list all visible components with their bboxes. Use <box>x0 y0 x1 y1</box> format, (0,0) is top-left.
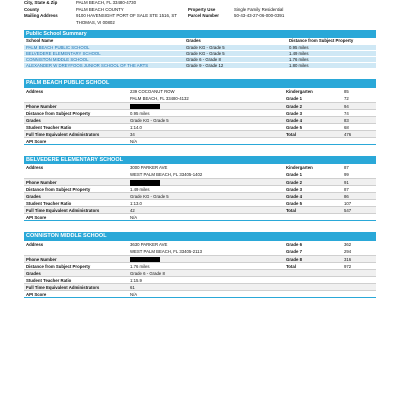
table-cell: 1.80 miles <box>287 62 376 68</box>
detail-row <box>24 130 376 137</box>
detail-row <box>24 262 376 269</box>
property-header <box>24 0 376 26</box>
detail-row <box>24 213 376 220</box>
detail-row <box>24 248 376 255</box>
school-name-link[interactable]: CONNISTON MIDDLE SCHOOL <box>24 56 184 62</box>
table-cell: Grade 9 - Grade 12 <box>184 62 287 68</box>
ratio-value: 1:15.9 <box>130 277 142 283</box>
enrollment-total-label: Total <box>286 208 296 213</box>
enrollment-label: Grade 1 <box>286 172 303 177</box>
enrollment-value: 74 <box>344 110 349 116</box>
redacted-phone <box>130 104 160 110</box>
api-value: N/A <box>130 138 138 144</box>
address-line1: 3630 PARKER AVE <box>130 241 168 247</box>
header-value: PALM BEACH, FL 33480-4730 <box>76 0 137 5</box>
ratio-label: Student Teacher Ratio <box>26 124 72 130</box>
enrollment-value: 99 <box>344 172 349 177</box>
school-summary-table <box>24 38 376 68</box>
detail-row <box>24 171 376 178</box>
api-label: API Score <box>26 215 47 220</box>
enrollment-value: 294 <box>344 248 352 254</box>
grades-label: Grades <box>26 117 41 123</box>
address-label: Address <box>26 88 44 94</box>
detail-row <box>24 290 376 297</box>
detail-row <box>24 255 376 262</box>
grades-label: Grades <box>26 270 41 276</box>
enrollment-value: 72 <box>344 95 349 101</box>
address-label: Address <box>26 241 44 247</box>
api-value: N/A <box>130 215 138 220</box>
spacer <box>24 171 130 178</box>
header-value: 9100 HAVENSIGHT PORT OF SALE STE 1516, ST THOMAS, VI 00802 <box>76 13 177 25</box>
school-title: BELVEDERE ELEMENTARY SCHOOL <box>24 156 376 165</box>
detail-row <box>24 102 376 109</box>
enrollment-value: 316 <box>344 256 352 262</box>
phone-value <box>130 103 284 109</box>
enrollment-value: 94 <box>344 103 349 109</box>
detail-row <box>24 241 376 248</box>
redacted-phone <box>130 257 160 263</box>
spacer <box>24 95 130 102</box>
detail-row <box>24 185 376 192</box>
admins-label: Full Time Equivalent Administrators <box>26 208 100 213</box>
api-value: N/A <box>130 291 138 297</box>
address-line1: 3000 PARKER AVE <box>130 165 168 170</box>
enrollment-value: 362 <box>344 241 352 247</box>
header-label: Mailing Address <box>24 13 58 18</box>
spacer <box>24 248 130 255</box>
enrollment-label: Grade 2 <box>286 103 303 109</box>
enrollment-value: 107 <box>344 201 352 206</box>
api-label: API Score <box>26 138 47 144</box>
phone-value <box>130 256 284 262</box>
ratio-value: 1:14.0 <box>130 124 142 130</box>
enrollment-label: Kindergarten <box>286 88 313 94</box>
school-name-link[interactable]: PALM BEACH PUBLIC SCHOOL <box>24 44 184 50</box>
enrollment-total-label: Total <box>286 131 296 137</box>
enrollment-total-value: 972 <box>344 263 352 269</box>
school-details <box>24 88 376 145</box>
enrollment-value: 91 <box>344 180 349 185</box>
phone-label: Phone Number <box>26 256 57 262</box>
document <box>24 0 376 298</box>
column-header: Distance from Subject Property <box>287 38 376 44</box>
distance-value: 1.76 miles <box>130 263 150 269</box>
api-label: API Score <box>26 291 47 297</box>
detail-row <box>24 123 376 130</box>
admins-label: Full Time Equivalent Administrators <box>26 284 100 290</box>
school-section <box>24 79 376 145</box>
ratio-value: 1:13.0 <box>130 201 142 206</box>
redacted-phone <box>130 180 160 186</box>
admins-label: Full Time Equivalent Administrators <box>26 131 100 137</box>
detail-row <box>24 88 376 95</box>
detail-row <box>24 269 376 276</box>
detail-row <box>24 164 376 171</box>
enrollment-label: Grade 7 <box>286 248 303 254</box>
table-cell: Grade KG - Grade 5 <box>184 44 287 50</box>
detail-row <box>24 137 376 144</box>
school-title: CONNISTON MIDDLE SCHOOL <box>24 232 376 241</box>
enrollment-value: 83 <box>344 117 349 123</box>
school-name-link[interactable]: BELVEDERE ELEMENTARY SCHOOL <box>24 50 184 56</box>
enrollment-label: Grade 5 <box>286 124 303 130</box>
distance-label: Distance from Subject Property <box>26 263 91 269</box>
phone-label: Phone Number <box>26 103 57 109</box>
grades-label: Grades <box>26 194 41 199</box>
enrollment-value: 68 <box>344 124 349 130</box>
detail-row <box>24 95 376 102</box>
enrollment-total-label: Total <box>286 263 296 269</box>
enrollment-value: 87 <box>344 165 349 170</box>
header-value: PALM BEACH COUNTY <box>76 6 124 12</box>
enrollment-label: Kindergarten <box>286 165 313 170</box>
detail-row <box>24 192 376 199</box>
enrollment-label: Grade 4 <box>286 194 303 199</box>
school-title: PALM BEACH PUBLIC SCHOOL <box>24 79 376 88</box>
address-label: Address <box>26 165 44 170</box>
detail-row <box>24 276 376 283</box>
school-details <box>24 241 376 298</box>
school-name-link[interactable]: ALEXANDER W DREYFOOS JUNIOR SCHOOL OF THE ARTS <box>24 62 184 68</box>
header-label: County <box>24 6 40 12</box>
address-line2: WEST PALM BEACH, FL 33405-1402 <box>130 172 203 177</box>
detail-row <box>24 283 376 290</box>
header-label: Property Use <box>188 6 216 12</box>
phone-value <box>130 179 284 185</box>
distance-label: Distance from Subject Property <box>26 187 91 192</box>
detail-row <box>24 206 376 213</box>
enrollment-label: Grade 1 <box>286 95 303 101</box>
admins-value: 61 <box>130 284 135 290</box>
ratio-label: Student Teacher Ratio <box>26 201 72 206</box>
address-line1: 239 COCOANUT ROW <box>130 88 175 94</box>
enrollment-value: 85 <box>344 88 349 94</box>
table-cell: 1.49 miles <box>287 50 376 56</box>
enrollment-value: 86 <box>344 194 349 199</box>
address-line2: WEST PALM BEACH, FL 33405-2113 <box>130 248 202 254</box>
grades-value: Grade KG - Grade 5 <box>130 194 169 199</box>
school-section <box>24 156 376 222</box>
table-cell: 1.76 miles <box>287 56 376 62</box>
summary-title: Public School Summary <box>24 30 376 38</box>
column-header: Grades <box>184 38 287 44</box>
column-header: School Name <box>24 38 184 44</box>
distance-value: 1.49 miles <box>130 187 150 192</box>
address-line2: PALM BEACH, FL 33480-4132 <box>130 95 189 101</box>
enrollment-label: Grade 3 <box>286 187 303 192</box>
header-value: Single Family Residential <box>234 6 284 12</box>
grades-value: Grade 6 - Grade 8 <box>130 270 165 276</box>
phone-label: Phone Number <box>26 180 57 185</box>
enrollment-total-value: 547 <box>344 208 352 213</box>
enrollment-label: Grade 6 <box>286 241 303 247</box>
enrollment-total-value: 476 <box>344 131 352 137</box>
header-value: 50-43-43-27-06-000-0391 <box>234 13 285 18</box>
detail-row <box>24 178 376 185</box>
detail-row <box>24 109 376 116</box>
detail-row <box>24 116 376 123</box>
distance-value: 0.95 miles <box>130 110 150 116</box>
enrollment-label: Grade 4 <box>286 117 303 123</box>
admins-value: 42 <box>130 208 135 213</box>
enrollment-label: Grade 3 <box>286 110 303 116</box>
school-details <box>24 164 376 221</box>
grades-value: Grade KG - Grade 5 <box>130 117 169 123</box>
table-row <box>24 62 376 68</box>
table-cell: 0.95 miles <box>287 44 376 50</box>
detail-row <box>24 199 376 206</box>
school-section <box>24 232 376 298</box>
header-row <box>24 13 376 25</box>
enrollment-label: Grade 5 <box>286 201 303 206</box>
header-label: Parcel Number <box>188 13 219 18</box>
table-cell: Grade KG - Grade 5 <box>184 50 287 56</box>
header-label: City, State & Zip <box>24 0 58 5</box>
distance-label: Distance from Subject Property <box>26 110 91 116</box>
table-cell: Grade 6 - Grade 8 <box>184 56 287 62</box>
enrollment-label: Grade 8 <box>286 256 303 262</box>
ratio-label: Student Teacher Ratio <box>26 277 72 283</box>
admins-value: 34 <box>130 131 135 137</box>
enrollment-value: 87 <box>344 187 349 192</box>
enrollment-label: Grade 2 <box>286 180 303 185</box>
